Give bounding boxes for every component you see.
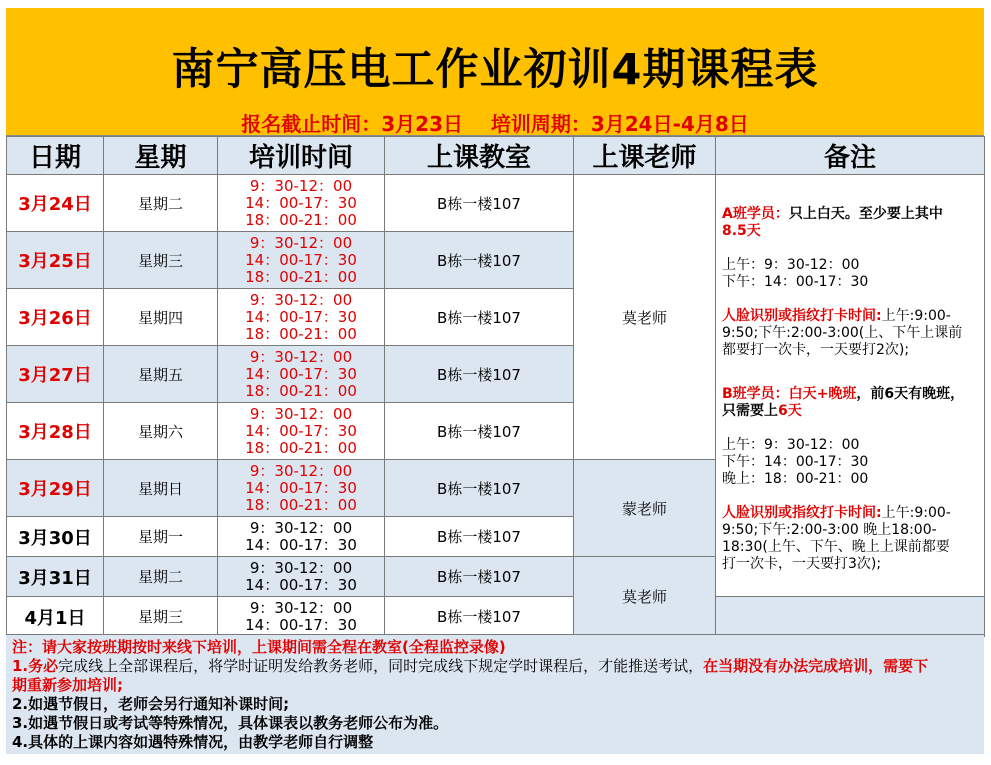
- class-a-text: 只上白天。至少要上其中: [788, 206, 943, 222]
- weekday-cell: 星期三: [104, 232, 218, 289]
- class-b-text: ，前6天有晚班，: [856, 386, 965, 402]
- class-a-time: 下午：14：00-17：30: [722, 274, 869, 290]
- time-slot: 14：00-17：30: [245, 250, 357, 269]
- weekday-cell: 星期三: [104, 597, 218, 637]
- punch-text: 打一次卡，一天要打3次);: [722, 556, 882, 572]
- footer-note: 注：请大家按班期按时来线下培训，上课期间需全程在教室(全程监控录像): [12, 638, 506, 656]
- footer-item-1-body: 完成线上全部课程后，将学时证明发给教务老师，同时完成线下规定学时课程后，才能推送考试，: [58, 657, 704, 675]
- time-slot: 14：00-17：30: [245, 575, 357, 594]
- class-b-days: 6天: [778, 403, 802, 419]
- teacher-cell: 莫老师: [574, 557, 716, 637]
- enrollment-subtitle: 报名截止时间：3月23日 培训周期：3月24日-4月8日: [241, 112, 749, 136]
- room-cell: B栋一楼107: [385, 517, 574, 557]
- punch-label: 人脸识别或指纹打卡时间:: [722, 505, 882, 521]
- room-cell: B栋一楼107: [385, 557, 574, 597]
- notes-cell-empty: [716, 597, 985, 637]
- punch-text: 18:30(上午、下午、晚上上课前都要: [722, 539, 950, 555]
- class-b-time: 晚上：18：00-21：00: [722, 471, 869, 487]
- punch-text: 9:50;下午:2:00-3:00 晚上18:00-: [722, 522, 937, 538]
- time-slot: 9：30-12：00: [249, 598, 353, 617]
- weekday-cell: 星期一: [104, 517, 218, 557]
- time-cell: [218, 232, 385, 289]
- time-slot: 14：00-17：30: [245, 307, 357, 326]
- punch-label: 人脸识别或指纹打卡时间:: [722, 308, 882, 324]
- room-cell: B栋一楼107: [385, 460, 574, 517]
- table-row: [7, 597, 985, 637]
- col-teacher: 上课老师: [574, 137, 716, 175]
- footer-item-3: 3.如遇节假日或考试等特殊情况，具体课表以教务老师公布为准。: [12, 714, 449, 732]
- footer-item-1-warning: 在当期没有办法完成培训，需要下: [703, 657, 929, 675]
- time-slot: 9：30-12：00: [249, 290, 353, 309]
- room-cell: B栋一楼107: [385, 403, 574, 460]
- col-weekday: 星期: [104, 137, 218, 175]
- time-cell: [218, 460, 385, 517]
- time-slot: 9：30-12：00: [249, 404, 353, 423]
- time-slot: 14：00-17：30: [245, 535, 357, 554]
- footer-item-1-cont: 期重新参加培训;: [12, 676, 123, 694]
- class-b-text: 只需要上: [722, 403, 778, 419]
- weekday-cell: 星期五: [104, 346, 218, 403]
- title-banner: [6, 8, 984, 136]
- page-title: 南宁高压电工作业初训4期课程表: [171, 45, 819, 95]
- col-room: 上课教室: [385, 137, 574, 175]
- date-cell: 3月24日: [7, 175, 104, 232]
- punch-text: 9:50;下午:2:00-3:00(上、下午上课前: [722, 325, 963, 341]
- date-cell: 3月31日: [7, 557, 104, 597]
- punch-text: 都要打一次卡，一天要打2次);: [722, 342, 910, 358]
- time-cell: [218, 557, 385, 597]
- header-row: [7, 137, 985, 175]
- room-cell: B栋一楼107: [385, 232, 574, 289]
- time-slot: 18：00-21：00: [245, 495, 357, 514]
- date-cell: 3月26日: [7, 289, 104, 346]
- room-cell: B栋一楼107: [385, 346, 574, 403]
- date-cell: 3月28日: [7, 403, 104, 460]
- time-slot: 18：00-21：00: [245, 210, 357, 229]
- footer-item-1-prefix: 1.务必: [12, 657, 59, 675]
- footer-notes: [6, 634, 984, 754]
- class-b-label: B班学员：白天+晚班: [722, 386, 857, 402]
- time-slot: 9：30-12：00: [249, 461, 353, 480]
- time-slot: 14：00-17：30: [245, 421, 357, 440]
- date-cell: 3月25日: [7, 232, 104, 289]
- time-slot: 18：00-21：00: [245, 381, 357, 400]
- footer-item-4: 4.具体的上课内容如遇特殊情况，由教学老师自行调整: [12, 733, 374, 751]
- time-cell: [218, 346, 385, 403]
- footer-item-2: 2.如遇节假日，老师会另行通知补课时间;: [12, 695, 290, 713]
- time-slot: 9：30-12：00: [249, 233, 353, 252]
- time-slot: 18：00-21：00: [245, 324, 357, 343]
- room-cell: B栋一楼107: [385, 175, 574, 232]
- class-b-time: 下午：14：00-17：30: [722, 454, 869, 470]
- time-slot: 9：30-12：00: [249, 518, 353, 537]
- class-a-hours: 8.5天: [722, 223, 761, 239]
- time-slot: 9：30-12：00: [249, 347, 353, 366]
- footer-item-1: [12, 657, 978, 676]
- room-cell: B栋一楼107: [385, 289, 574, 346]
- weekday-cell: 星期日: [104, 460, 218, 517]
- notes-cell: [716, 175, 985, 597]
- weekday-cell: 星期四: [104, 289, 218, 346]
- punch-text: 上午:9:00-: [881, 308, 951, 324]
- weekday-cell: 星期二: [104, 175, 218, 232]
- time-cell: [218, 597, 385, 637]
- room-cell: B栋一楼107: [385, 597, 574, 637]
- weekday-cell: 星期二: [104, 557, 218, 597]
- schedule-table: [6, 136, 985, 637]
- time-slot: 14：00-17：30: [245, 478, 357, 497]
- class-b-time: 上午：9：30-12：00: [722, 437, 860, 453]
- teacher-cell: 蒙老师: [574, 460, 716, 557]
- time-slot: 18：00-21：00: [245, 438, 357, 457]
- col-date: 日期: [7, 137, 104, 175]
- time-cell: [218, 403, 385, 460]
- time-slot: 14：00-17：30: [245, 615, 357, 634]
- date-cell: 3月30日: [7, 517, 104, 557]
- time-cell: [218, 517, 385, 557]
- table-row: [7, 175, 985, 232]
- time-slot: 18：00-21：00: [245, 267, 357, 286]
- col-notes: 备注: [716, 137, 985, 175]
- date-cell: 4月1日: [7, 597, 104, 637]
- date-cell: 3月29日: [7, 460, 104, 517]
- time-slot: 14：00-17：30: [245, 193, 357, 212]
- time-slot: 14：00-17：30: [245, 364, 357, 383]
- weekday-cell: 星期六: [104, 403, 218, 460]
- class-a-time: 上午：9：30-12：00: [722, 257, 860, 273]
- punch-text: 上午:9:00-: [881, 505, 951, 521]
- time-cell: [218, 289, 385, 346]
- date-cell: 3月27日: [7, 346, 104, 403]
- col-time: 培训时间: [218, 137, 385, 175]
- class-a-label: A班学员：: [722, 206, 789, 222]
- teacher-cell: 莫老师: [574, 175, 716, 460]
- time-cell: [218, 175, 385, 232]
- time-slot: 9：30-12：00: [249, 176, 353, 195]
- time-slot: 9：30-12：00: [249, 558, 353, 577]
